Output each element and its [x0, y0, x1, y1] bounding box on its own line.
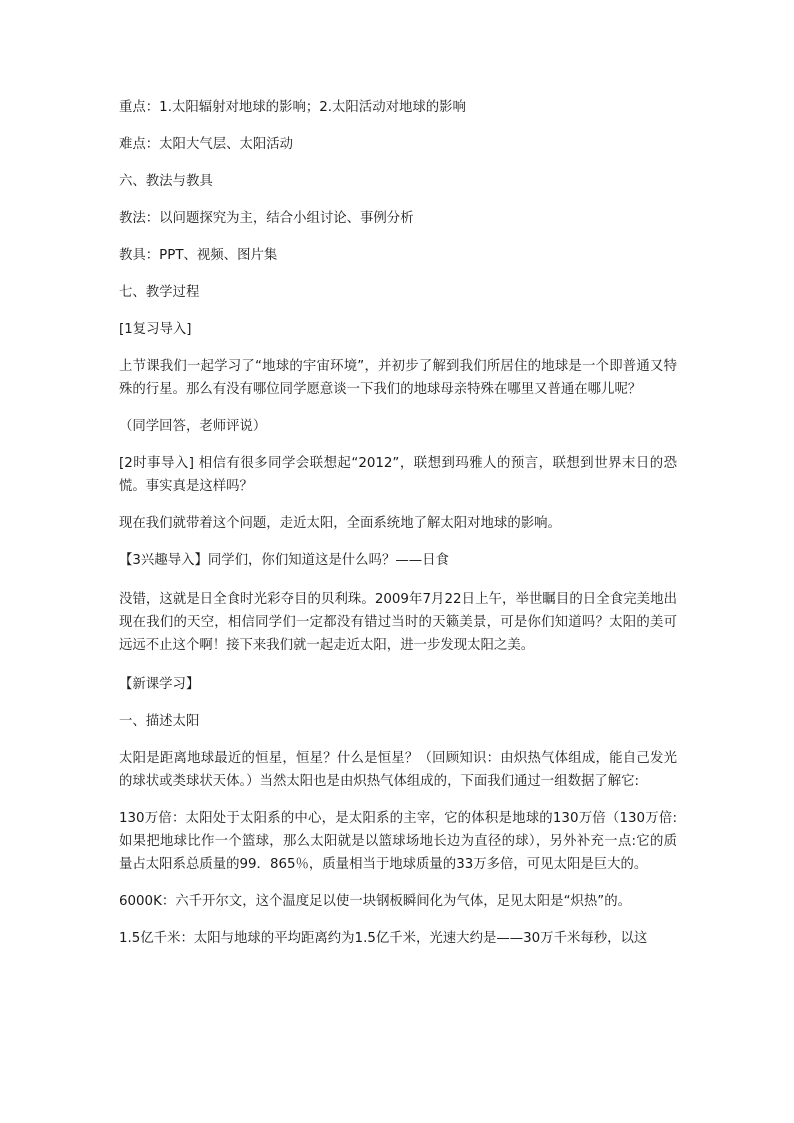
student-answer-note: （同学回答，老师评说） [119, 419, 267, 434]
approach-sun-paragraph: 现在我们就带着这个问题，走近太阳，全面系统地了解太阳对地球的影响。 [119, 516, 561, 531]
temperature-fact-paragraph: 6000K：六千开尔文，这个温度足以使一块钢板瞬间化为气体，足见太阳是“炽热”的。 [119, 894, 632, 909]
review-intro-paragraph: 上节课我们一起学习了“地球的宇宙环境”，并初步了解到我们所居住的地球是一个即普通又特殊的行星。那么有没有哪位同学愿意谈一下我们的地球母亲特殊在哪里又普通在哪儿呢？ [119, 359, 677, 397]
current-events-intro-paragraph: [2时事导入] 相信有很多同学会联想起“2012”，联想到玛雅人的预言，联想到世界末日的恐慌。事实真是这样吗？ [119, 456, 677, 494]
describe-sun-heading: 一、描述太阳 [119, 714, 200, 729]
difficult-points-line: 难点：太阳大气层、太阳活动 [119, 137, 294, 152]
review-intro-label: [1复习导入] [119, 322, 192, 337]
eclipse-paragraph: 没错，这就是日全食时光彩夺目的贝利珠。2009年7月22日上午，举世瞩目的日全食完美地出现在我们的天空，相信同学们一定都没有错过当时的天籁美景，可是你们知道吗？太阳的美可远远不止这个啊！接下来我们就一起走近太阳，进一步发现太阳之美。 [119, 592, 677, 653]
interest-intro-line: 【3兴趣导入】同学们，你们知道这是什么吗？——日食 [119, 553, 449, 568]
document-body [119, 96, 677, 964]
star-definition-paragraph: 太阳是距离地球最近的恒星，恒星？什么是恒星？（回顾知识：由炽热气体组成，能自己发光的球状或类球状天体。）当然太阳也是由炽热气体组成的，下面我们通过一组数据了解它: [119, 751, 677, 789]
key-points-line: 重点：1.太阳辐射对地球的影响；2.太阳活动对地球的影响 [119, 100, 466, 115]
volume-fact-paragraph: 130万倍：太阳处于太阳系的中心，是太阳系的主宰，它的体积是地球的130万倍（130万倍: 如果把地球比作一个篮球，那么太阳就是以篮球场地长边为直径的球），另外补充一点:它的质量占太阳系总质量的99．865％，质量相当于地球质量的33万多倍，可见太阳是巨大的。 [119, 811, 677, 872]
teaching-tools-line: 教具：PPT、视频、图片集 [119, 248, 278, 263]
section-heading-process: 七、教学过程 [119, 285, 200, 300]
teaching-method-line: 教法：以问题探究为主，结合小组讨论、事例分析 [119, 211, 414, 226]
new-lesson-heading: 【新课学习】 [119, 677, 200, 692]
section-heading-methods: 六、教法与教具 [119, 174, 213, 189]
distance-fact-paragraph: 1.5亿千米：太阳与地球的平均距离约为1.5亿千米，光速大约是——30万千米每秒，以这 [119, 931, 648, 946]
